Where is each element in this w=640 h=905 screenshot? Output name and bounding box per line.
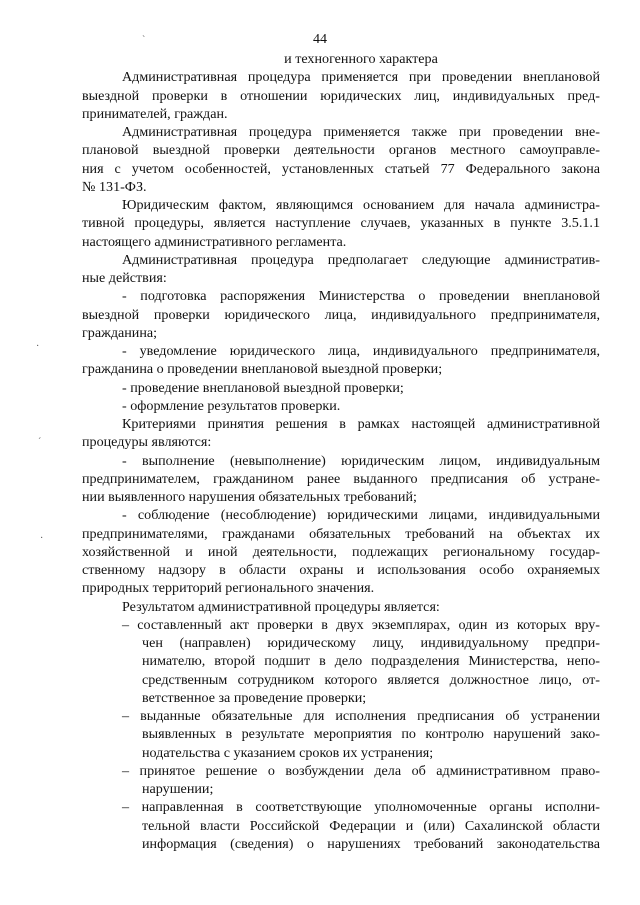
text-line: – составленный акт проверки в двух экземплярах, один из которых вру- [122, 616, 600, 633]
text-line: № 131-ФЗ. [82, 178, 147, 195]
text-line: хозяйственной и иной деятельности, подлежащих региональному государ- [82, 543, 600, 560]
document-body [82, 50, 600, 853]
heading-continuation: и техногенного характера [284, 51, 438, 67]
text-line: нии выявленного нарушения обязательных требований; [82, 489, 417, 505]
text-line: предпринимателем, гражданином ранее выданного предписания об устране- [82, 470, 600, 487]
text-line: Административная процедура применяется также при проведении вне- [122, 124, 600, 140]
text-line: ния с учетом особенностей, установленных статьей 77 Федерального закона [82, 160, 600, 177]
text-line: гражданина о проведении внеплановой выездной проверки; [82, 361, 443, 378]
text-line: ные действия: [82, 270, 167, 286]
text-line: - подготовка распоряжения Министерства о проведении внеплановой [122, 288, 600, 305]
text-line: - уведомление юридического лица, индивидуального предпринимателя, [122, 343, 600, 359]
text-line: – направленная в соответствующие уполномоченные органы исполни- [122, 799, 600, 816]
text-line: процедуры являются: [82, 434, 212, 451]
text-line: гражданина; [82, 324, 158, 341]
text-line: плановой выездной проверки деятельности органов местного самоуправле- [82, 142, 600, 159]
text-line: природных территорий регионального значения. [82, 580, 375, 597]
text-line: предпринимателями, гражданами обязательных требований на объектах их [82, 525, 600, 542]
page-number: 44 [313, 32, 327, 47]
text-line: - выполнение (невыполнение) юридическим лицом, индивидуальным [122, 452, 600, 469]
text-line: ственному надзору в области охраны и использования особо охраняемых [82, 562, 600, 578]
scan-speck: ˋ [142, 35, 146, 46]
text-line: - проведение внеплановой выездной проверки; [122, 379, 404, 396]
text-line: информация (сведения) о нарушениях требований законодательства [142, 835, 600, 852]
text-line: Результатом административной процедуры является: [122, 598, 440, 615]
text-line: средственным сотрудником которого является должностное лицо, от- [142, 671, 600, 688]
scan-speck: ˊ [38, 437, 42, 448]
text-line: - соблюдение (несоблюдение) юридическими лицами, индивидуальными [122, 507, 600, 524]
text-line: Административная процедура предполагает следующие административ- [122, 251, 600, 268]
text-line: – выданные обязательные для исполнения предписания об устранении [122, 708, 600, 724]
text-line: ветственное за проведение проверки; [142, 689, 367, 706]
text-line: тивной процедуры, является наступление случаев, указанных в пункте 3.5.1.1 [82, 215, 600, 232]
text-line: принимателей, граждан. [82, 105, 228, 122]
text-line: выездной проверки юридического лица, индивидуального предпринимателя, [82, 306, 600, 323]
text-line: выявленных в результате мероприятия по контролю нарушений зако- [142, 726, 600, 743]
scan-speck: · [40, 533, 44, 544]
text-line: - оформление результатов проверки. [122, 397, 341, 414]
text-line: нодательства с указанием сроков их устранения; [142, 744, 434, 761]
text-line: нарушении; [142, 781, 214, 797]
text-line: тельной власти Российской Федерации и (или) Сахалинской области [142, 817, 600, 834]
text-line: настоящего административного регламента. [82, 233, 347, 250]
text-line: Критериями принятия решения в рамках настоящей административной [122, 416, 600, 432]
text-line: выездной проверки в отношении юридических лиц, индивидуальных пред- [82, 87, 600, 104]
scan-speck: · [36, 341, 40, 352]
text-line: чен (направлен) юридическому лицу, индивидуальному предпри- [142, 635, 600, 651]
text-line: – принятое решение о возбуждении дела об административном право- [122, 762, 600, 779]
text-line: нимателю, второй подшит в дело подразделения Министерства, непо- [142, 653, 600, 670]
text-line: Юридическим фактом, являющимся основанием для начала администра- [122, 197, 600, 213]
text-line: Административная процедура применяется при проведении внеплановой [122, 69, 600, 86]
